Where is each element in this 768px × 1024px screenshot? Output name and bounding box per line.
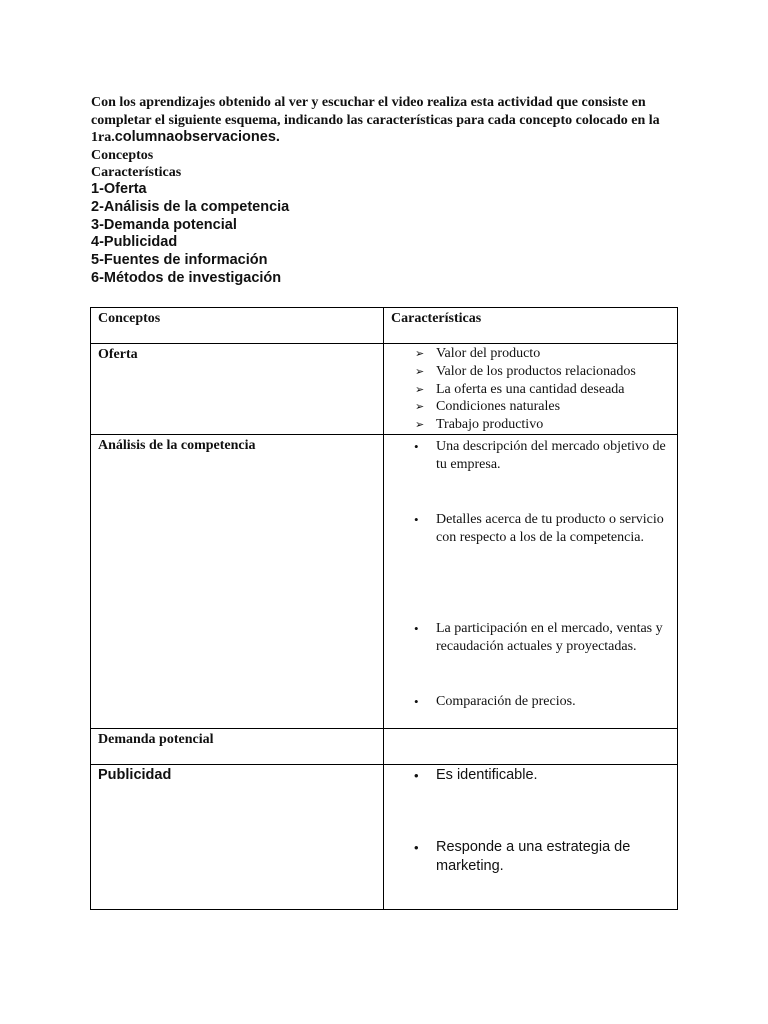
list-item — [384, 363, 677, 381]
arrow-icon: ➢ — [415, 383, 425, 396]
characteristics-cell — [384, 764, 678, 909]
arrow-icon: ➢ — [415, 419, 425, 432]
characteristics-cell — [384, 344, 678, 435]
concepts-list-item: 5-Fuentes de información — [91, 252, 268, 269]
concepts-list-item: 6-Métodos de investigación — [91, 269, 282, 286]
instructions-text: Con los aprendizajes obtenido al ver y escuchar el video realiza esta actividad que consiste en completar el siguiente esquema, indicando las características para cada concepto colocado en la 1ra. — [91, 95, 660, 145]
bullet-icon: • — [414, 620, 419, 636]
concepts-list-item: 1-Oferta — [91, 181, 147, 197]
characteristics-list — [384, 435, 677, 712]
list-item-text: La oferta es una cantidad deseada — [436, 381, 625, 397]
list-item — [384, 838, 677, 876]
concept-cell — [91, 764, 384, 909]
list-item — [384, 511, 677, 620]
header-label: Características — [391, 311, 482, 326]
characteristics-list — [384, 344, 677, 434]
list-item-text: La participación en el mercado, ventas y recaudación actuales y proyectadas. — [436, 620, 663, 655]
list-item — [384, 345, 677, 363]
concepts-list-item: 4-Publicidad — [91, 234, 178, 251]
characteristics-cell — [384, 728, 678, 764]
table-row — [91, 728, 678, 764]
header-cell-caracteristicas — [384, 308, 678, 344]
list-item — [384, 620, 677, 693]
arrow-icon: ➢ — [415, 365, 425, 378]
arrow-icon: ➢ — [415, 401, 425, 414]
characteristics-cell — [384, 434, 678, 728]
list-item — [384, 438, 677, 511]
list-item — [384, 766, 677, 838]
table-row — [91, 764, 678, 909]
instructions — [91, 94, 681, 182]
bullet-icon: • — [414, 511, 419, 527]
list-item-text: Responde a una estrategia de marketing. — [436, 838, 631, 874]
list-item — [384, 398, 677, 416]
arrow-icon: ➢ — [415, 348, 425, 360]
characteristics-list — [384, 765, 677, 876]
concept-cell — [91, 434, 384, 728]
line-conceptos: Conceptos — [91, 147, 154, 163]
instructions-suffix: columnaobservaciones. — [114, 129, 280, 145]
list-item — [384, 416, 677, 434]
list-item-text: Una descripción del mercado objetivo de tu empresa. — [436, 438, 666, 473]
concept-label: Demanda potencial — [98, 731, 214, 747]
header-cell-conceptos — [91, 308, 384, 344]
concept-cell — [91, 728, 384, 764]
concept-cell — [91, 344, 384, 435]
list-item-text: Valor del producto — [436, 346, 541, 361]
concept-label: Publicidad — [98, 766, 172, 783]
list-item-text: Es identificable. — [436, 766, 538, 783]
list-item-text: Trabajo productivo — [436, 417, 544, 433]
list-item — [384, 693, 677, 712]
concepts-table — [90, 307, 678, 910]
bullet-icon: • — [414, 693, 419, 709]
concepts-list — [91, 181, 681, 288]
bullet-icon: • — [414, 839, 419, 855]
list-item-text: Condiciones naturales — [436, 399, 561, 415]
list-item-text: Valor de los productos relacionados — [436, 363, 636, 379]
table-row — [91, 344, 678, 435]
list-item — [384, 381, 677, 399]
bullet-icon: • — [414, 767, 419, 783]
concept-label: Oferta — [98, 347, 138, 362]
table-header-row — [91, 308, 678, 344]
concepts-list-item: 2-Análisis de la competencia — [91, 198, 290, 215]
concepts-list-item: 3-Demanda potencial — [91, 216, 237, 233]
table-row — [91, 434, 678, 728]
concept-label: Análisis de la competencia — [98, 437, 256, 453]
header-label: Conceptos — [98, 311, 161, 326]
list-item-text: Comparación de precios. — [436, 693, 576, 709]
list-item-text: Detalles acerca de tu producto o servicio con respecto a los de la competencia. — [436, 511, 664, 546]
line-caracteristicas: Características — [91, 165, 182, 180]
bullet-icon: • — [414, 438, 419, 454]
